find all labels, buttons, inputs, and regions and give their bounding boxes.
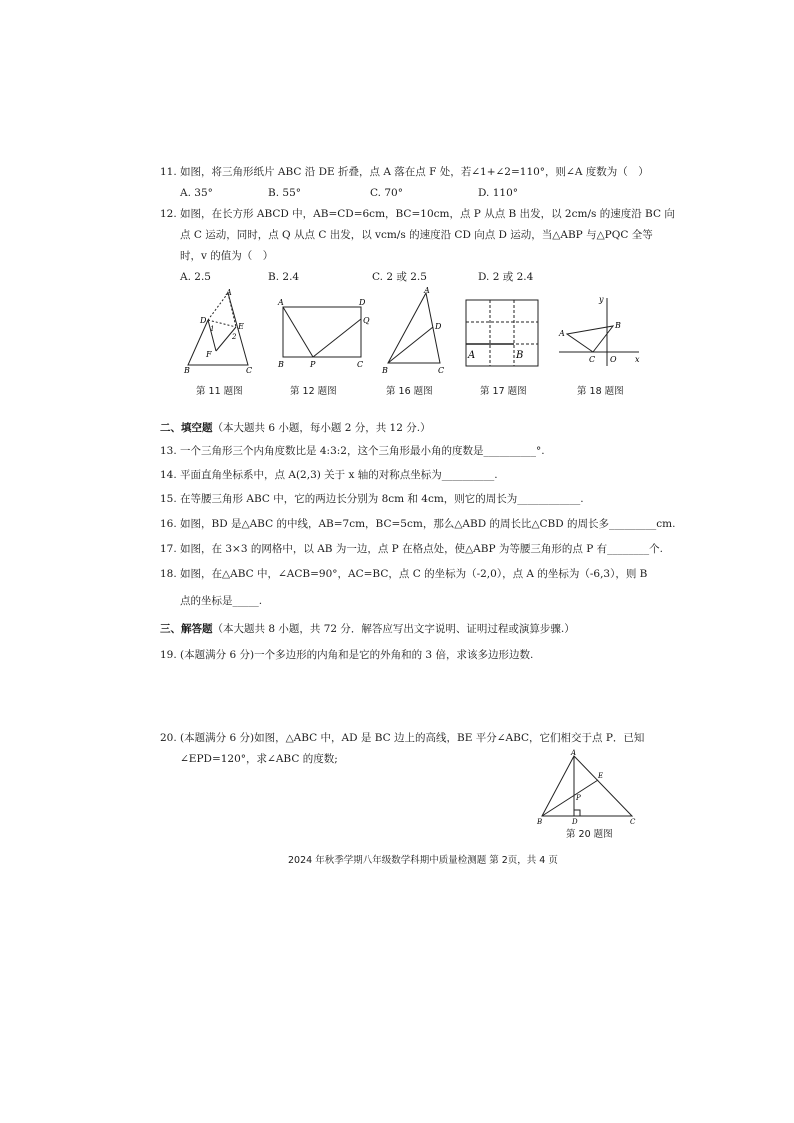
fig16-label-c: C	[438, 366, 445, 375]
fig20-label-b: B	[537, 818, 543, 826]
figure-17-caption: 第 17 题图	[480, 386, 527, 397]
fig17-label-a: A	[468, 350, 476, 361]
fig18-label-y: y	[599, 295, 604, 304]
figure-16	[380, 285, 450, 375]
figure-20	[534, 748, 640, 826]
figure-20-caption: 第 20 题图	[566, 829, 613, 840]
question-12-option-c: C. 2 或 2.5	[372, 271, 427, 283]
figure-18	[555, 292, 645, 372]
fig20-label-c: C	[630, 818, 636, 826]
question-20-line2: ∠EPD=120°，求∠ABC 的度数;	[180, 753, 338, 765]
question-11-option-d: D. 110°	[478, 187, 519, 199]
section-3-heading	[160, 622, 575, 636]
fig16-label-b: B	[382, 366, 388, 375]
fig20-label-p: P	[576, 794, 581, 802]
fig18-label-x: x	[635, 355, 640, 364]
figure-18-caption: 第 18 题图	[577, 386, 624, 397]
question-11-option-b: B. 55°	[268, 187, 302, 199]
section-2-note: （本大题共 6 小题，每小题 2 分，共 12 分.）	[212, 422, 431, 434]
question-12-option-b: B. 2.4	[268, 271, 300, 283]
fig11-label-e: E	[238, 322, 244, 331]
fig18-label-o: O	[610, 355, 617, 364]
fig12-label-q: Q	[363, 316, 370, 325]
fig11-label-c: C	[246, 366, 253, 375]
question-12-option-a: A. 2.5	[180, 271, 211, 283]
fig18-label-b: B	[615, 321, 621, 330]
question-18-line2: 点的坐标是_____.	[180, 595, 263, 607]
fig11-label-d: D	[200, 316, 207, 325]
question-20-line1: 20. (本题满分 6 分)如图，△ABC 中，AD 是 BC 边上的高线，BE 平分∠ABC，它们相交于点 P．已知	[160, 732, 645, 744]
question-16: 16. 如图，BD 是△ABC 的中线，AB=7cm，BC=5cm，那么△ABD 的周长比△CBD 的周长多_________cm.	[160, 518, 676, 530]
figure-16-caption: 第 16 题图	[386, 386, 433, 397]
fig18-label-a: A	[559, 329, 565, 338]
question-12-stem-line3: 时，v 的值为（ ）	[180, 250, 274, 262]
question-14: 14. 平面直角坐标系中，点 A(2,3) 关于 x 轴的对称点坐标为__________.	[160, 469, 498, 481]
fig20-label-a: A	[571, 749, 577, 757]
figure-12	[275, 295, 370, 370]
fig11-label-b: B	[184, 366, 190, 375]
fig20-label-e: E	[598, 772, 604, 780]
question-11-option-a: A. 35°	[180, 187, 213, 199]
fig20-label-d: D	[572, 818, 578, 826]
fig11-label-f: F	[206, 350, 212, 359]
fig12-label-a: A	[278, 298, 284, 307]
page-footer: 2024 年秋季学期八年级数学科期中质量检测题 第 2页，共 4 页	[288, 855, 558, 866]
fig12-label-c: C	[357, 360, 364, 369]
fig11-label-1: 1	[210, 325, 215, 333]
section-3-title: 三、解答题	[160, 623, 213, 635]
question-12-option-d: D. 2 或 2.4	[478, 271, 534, 283]
fig11-label-a: A	[226, 288, 232, 297]
fig12-label-p: P	[310, 360, 316, 369]
question-11-option-c: C. 70°	[370, 187, 403, 199]
figure-11-caption: 第 11 题图	[196, 386, 243, 397]
fig16-label-a: A	[424, 286, 430, 295]
question-17: 17. 如图，在 3×3 的网格中，以 AB 为一边，点 P 在格点处，使△ABP 为等腰三角形的点 P 有________个.	[160, 543, 663, 555]
section-2-title: 二、填空题	[160, 422, 213, 434]
question-15: 15. 在等腰三角形 ABC 中，它的两边长分别为 8cm 和 4cm，则它的周长为____________.	[160, 493, 584, 505]
fig12-label-b: B	[278, 360, 284, 369]
figure-12-caption: 第 12 题图	[290, 386, 337, 397]
figure-17	[462, 296, 542, 372]
question-19: 19. (本题满分 6 分)一个多边形的内角和是它的外角和的 3 倍，求该多边形边数.	[160, 649, 534, 661]
fig16-label-d: D	[435, 322, 442, 331]
question-12-stem-line1: 12. 如图，在长方形 ABCD 中，AB=CD=6cm，BC=10cm，点 P 从点 B 出发，以 2cm/s 的速度沿 BC 向	[160, 208, 675, 220]
question-11-stem: 11. 如图，将三角形纸片 ABC 沿 DE 折叠，点 A 落在点 F 处，若∠1+∠2=110°，则∠A 度数为（ ）	[160, 166, 649, 178]
fig17-label-b: B	[516, 350, 524, 361]
question-13: 13. 一个三角形三个内角度数比是 4:3:2，这个三角形最小角的度数是__________°.	[160, 445, 545, 457]
fig12-label-d: D	[359, 298, 366, 307]
question-18-line1: 18. 如图，在△ABC 中，∠ACB=90°，AC=BC，点 C 的坐标为（-2,0），点 A 的坐标为（-6,3），则 B	[160, 568, 648, 580]
question-12-stem-line2: 点 C 运动，同时，点 Q 从点 C 出发，以 vcm/s 的速度沿 CD 向点 D 运动，当△ABP 与△PQC 全等	[180, 229, 653, 241]
section-3-note: （本大题共 8 小题，共 72 分．解答应写出文字说明、证明过程或演算步骤.）	[212, 623, 575, 635]
fig18-label-c: C	[589, 355, 596, 364]
figure-11	[180, 285, 260, 375]
section-2-heading	[160, 421, 431, 435]
fig11-label-2: 2	[232, 333, 237, 341]
